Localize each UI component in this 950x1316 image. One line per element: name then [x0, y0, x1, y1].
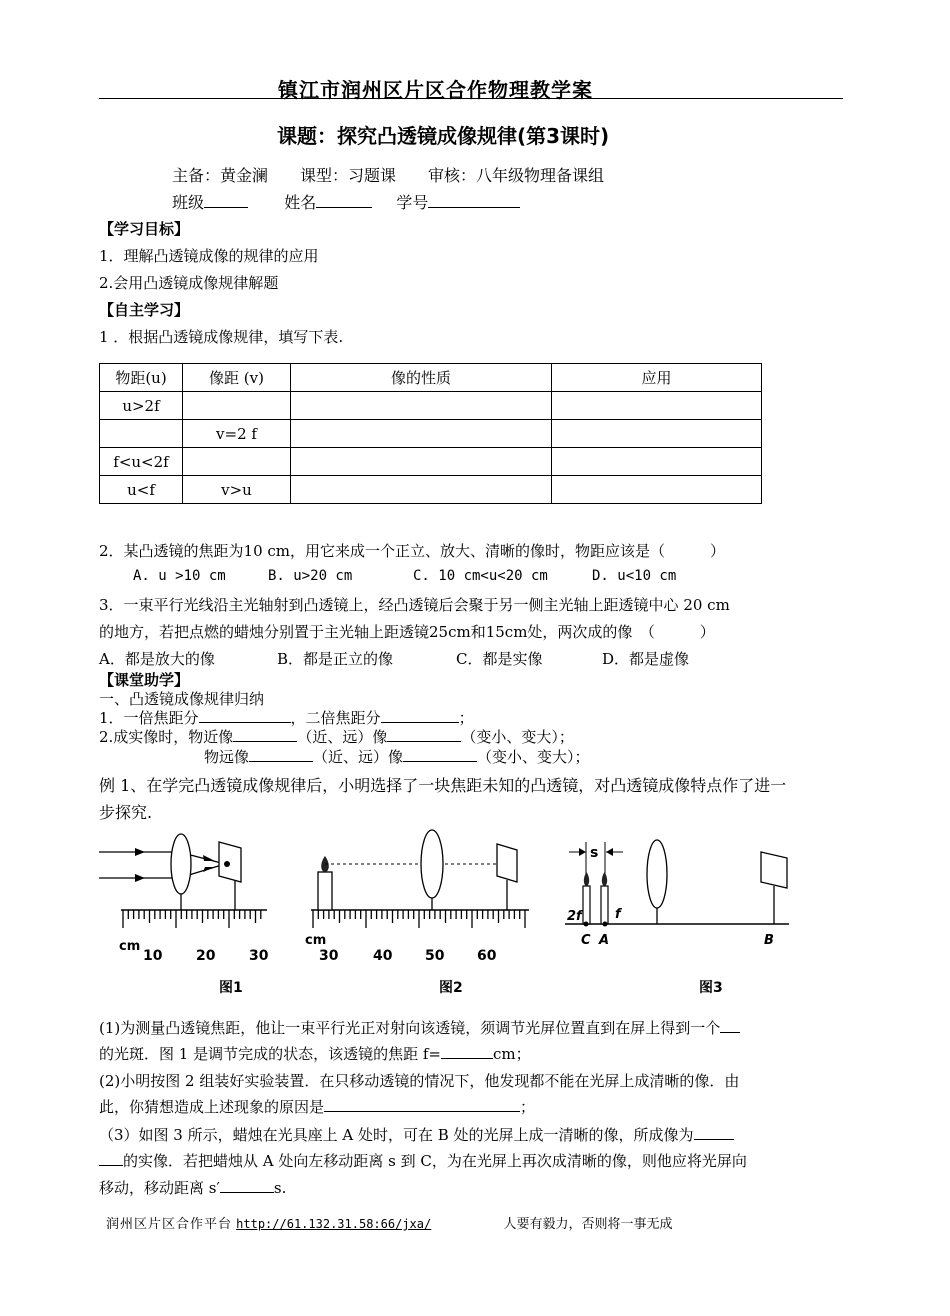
text: 的实像．若把蜡烛从 A 处向左移动距离 s 到 C，为在光屏上再次成清晰的像，则他应将光屏向 — [123, 1152, 747, 1170]
table-cell: u<f — [100, 476, 183, 504]
part-3-line3 — [99, 1177, 286, 1198]
text: 此，你猜想造成上述现象的原因是 — [99, 1098, 325, 1116]
table-cell[interactable] — [100, 420, 183, 448]
meta-line: 主备：黄金澜 课型：习题课 审核：八年级物理备课组 — [172, 166, 605, 185]
text: (1)为测量凸透镜焦距，他让一束平行光正对射向该透镜，须调节光屏位置直到在屏上得到一个 — [99, 1019, 721, 1037]
id-blank[interactable] — [428, 192, 520, 208]
table-cell[interactable] — [183, 392, 291, 420]
part-1-line1 — [99, 1017, 740, 1038]
table-cell[interactable] — [291, 448, 552, 476]
part-3-line2 — [99, 1150, 747, 1171]
text: 的光斑．图 1 是调节完成的状态，该透镜的焦距 f= — [99, 1045, 441, 1063]
table-cell: v=2 f — [183, 420, 291, 448]
class-blank[interactable] — [204, 192, 248, 208]
text: ，二倍焦距分 — [290, 709, 381, 727]
tick-label: 60 — [477, 948, 497, 964]
blank[interactable] — [249, 746, 313, 762]
table-cell[interactable] — [552, 448, 762, 476]
point-a — [603, 922, 608, 927]
convex-lens — [171, 834, 191, 894]
text: 移动，移动距离 s′ — [99, 1179, 220, 1197]
part-2-line2 — [99, 1096, 535, 1117]
label-c: C — [581, 933, 591, 948]
part-2-line1: (2)小明按图 2 组装好实验装置．在只移动透镜的情况下，他发现都不能在光屏上成清晰的像．由 — [99, 1072, 740, 1090]
footer-platform: 润州区片区合作平台 — [106, 1217, 233, 1232]
arrow-head — [606, 848, 613, 856]
blank[interactable] — [324, 1096, 520, 1112]
screen — [219, 842, 241, 882]
screen — [761, 852, 787, 888]
ruler-unit: cm — [119, 939, 141, 954]
question-3-line2: 的地方，若把点燃的蜡烛分别置于主光轴上距透镜25cm和15cm处，两次成的像 （ ） — [99, 623, 715, 641]
blank[interactable] — [99, 1150, 123, 1166]
arrow-head — [579, 848, 586, 856]
table-cell[interactable] — [183, 448, 291, 476]
text: 2.成实像时，物近像 — [99, 728, 234, 746]
page-title: 课题：探究凸透镜成像规律(第3课时) — [277, 124, 610, 148]
example-1-line1: 例 1、在学完凸透镜成像规律后，小明选择了一块焦距未知的凸透镜，对凸透镜成像特点作了进一 — [99, 776, 787, 795]
label-a: A — [599, 933, 610, 948]
classroom-heading: 【课堂助学】 — [99, 671, 190, 689]
text: （变小、变大）； — [477, 748, 590, 766]
footer-link[interactable]: http://61.132.31.58:66/jxa/ — [236, 1217, 432, 1231]
blank[interactable] — [220, 1177, 274, 1193]
header-cell: 像的性质 — [291, 364, 552, 392]
text: （3）如图 3 所示，蜡烛在光具座上 A 处时，可在 B 处的光屏上成一清晰的像，所成像为 — [99, 1126, 694, 1144]
goals-heading: 【学习目标】 — [99, 220, 190, 238]
table-cell[interactable] — [552, 420, 762, 448]
example-1-line2: 步探究. — [99, 803, 153, 822]
self-study-heading: 【自主学习】 — [99, 301, 190, 319]
label-f: f — [615, 907, 621, 922]
figure-1 — [99, 834, 269, 996]
summary-line-1 — [99, 707, 474, 728]
header-rule — [99, 98, 843, 99]
table-row — [100, 392, 762, 420]
text: ； — [458, 709, 474, 727]
screen — [497, 844, 517, 882]
figure-3 — [565, 840, 789, 996]
class-label: 班级 — [172, 193, 205, 212]
header-cell: 像距 (v) — [183, 364, 291, 392]
q2-option-c[interactable]: C. 10 cm<u<20 cm — [413, 568, 548, 584]
point-c — [584, 922, 589, 927]
ray-arrow — [135, 874, 145, 882]
ray-arrow — [203, 867, 215, 872]
blank[interactable] — [381, 707, 459, 723]
table-header-row — [100, 364, 762, 392]
text: （近、远）像 — [313, 748, 404, 766]
tick-label: 50 — [425, 948, 445, 964]
goal-item: 2.会用凸透镜成像规律解题 — [99, 274, 279, 292]
student-info — [172, 190, 520, 213]
table-cell: v>u — [183, 476, 291, 504]
blank[interactable] — [441, 1043, 493, 1059]
text: cm； — [492, 1045, 531, 1063]
q3-option-b[interactable]: B．都是正立的像 — [277, 650, 394, 668]
table-cell: u>2f — [100, 392, 183, 420]
figure-2 — [305, 830, 529, 996]
summary-line-2 — [99, 726, 574, 747]
table-row — [100, 448, 762, 476]
candle-c — [583, 886, 590, 924]
candle-a — [601, 886, 608, 924]
text: 物远像 — [204, 748, 250, 766]
table-cell[interactable] — [291, 476, 552, 504]
distance-label: s — [590, 845, 599, 861]
table-cell[interactable] — [552, 392, 762, 420]
q3-option-c[interactable]: C．都是实像 — [456, 650, 543, 668]
header-cell: 物距(u) — [100, 364, 183, 392]
tick-label: 30 — [319, 948, 339, 964]
candle-flame — [602, 872, 607, 886]
footer-motto: 人要有毅力，否则将一事无成 — [503, 1217, 673, 1232]
summary-line-3 — [204, 746, 590, 767]
q3-option-a[interactable]: A．都是放大的像 — [99, 650, 215, 668]
part-1-line2 — [99, 1043, 531, 1064]
imaging-rule-table — [99, 363, 762, 504]
table-cell: f<u<2f — [100, 448, 183, 476]
blank[interactable] — [720, 1017, 740, 1033]
text: （近、远）像 — [297, 728, 388, 746]
experiment-figures — [99, 826, 819, 996]
ray-arrow — [203, 855, 215, 861]
name-label: 姓名 — [284, 193, 317, 212]
tick-label: 30 — [249, 948, 269, 964]
ray-arrow — [135, 848, 145, 856]
school-header: 镇江市润州区片区合作物理教学案 — [278, 78, 593, 102]
label-2f: 2f — [567, 909, 582, 924]
candle-flame — [584, 872, 589, 886]
table-row — [100, 476, 762, 504]
figure-label: 图1 — [219, 980, 243, 996]
ruler-unit: cm — [305, 933, 327, 948]
blank[interactable] — [199, 707, 291, 723]
tick-label: 20 — [196, 948, 216, 964]
name-blank[interactable] — [316, 192, 372, 208]
footer — [106, 1213, 673, 1232]
q2-option-a[interactable]: A. u >10 cm — [133, 568, 226, 584]
light-spot — [224, 861, 230, 867]
blank[interactable] — [694, 1124, 734, 1140]
figure-label: 图3 — [699, 980, 723, 996]
convex-lens — [421, 830, 443, 898]
question-3-line1: 3．一束平行光线沿主光轴射到凸透镜上，经凸透镜后会聚于另一侧主光轴上距透镜中心 20 cm — [99, 596, 730, 614]
header-cell: 应用 — [552, 364, 762, 392]
table-cell[interactable] — [291, 392, 552, 420]
table-cell[interactable] — [291, 420, 552, 448]
question-2: 2．某凸透镜的焦距为10 cm，用它来成一个正立、放大、清晰的像时，物距应该是（ ） — [99, 542, 726, 560]
convex-lens — [647, 840, 667, 908]
blank[interactable] — [233, 726, 297, 742]
text: 1．一倍焦距分 — [99, 709, 199, 727]
question-1: 1 ．根据凸透镜成像规律，填写下表. — [99, 328, 344, 346]
tick-label: 10 — [143, 948, 163, 964]
candle — [318, 872, 332, 910]
text: s. — [273, 1179, 287, 1197]
blank[interactable] — [387, 726, 461, 742]
tick-label: 40 — [373, 948, 393, 964]
ruler-ticks — [123, 910, 261, 928]
text: （变小、变大）； — [461, 728, 574, 746]
blank[interactable] — [403, 746, 477, 762]
label-b: B — [764, 933, 774, 948]
table-cell[interactable] — [552, 476, 762, 504]
goal-item: 1．理解凸透镜成像的规律的应用 — [99, 247, 319, 265]
id-label: 学号 — [396, 193, 429, 212]
section-1-title: 一、凸透镜成像规律归纳 — [99, 690, 265, 708]
q3-option-d[interactable]: D．都是虚像 — [602, 650, 690, 668]
ruler-ticks — [313, 910, 525, 928]
q2-option-d[interactable]: D. u<10 cm — [592, 568, 677, 584]
table-row — [100, 420, 762, 448]
part-3-line1 — [99, 1124, 734, 1145]
text: ； — [520, 1098, 536, 1116]
q2-option-b[interactable]: B. u>20 cm — [268, 568, 353, 584]
figure-label: 图2 — [439, 980, 463, 996]
